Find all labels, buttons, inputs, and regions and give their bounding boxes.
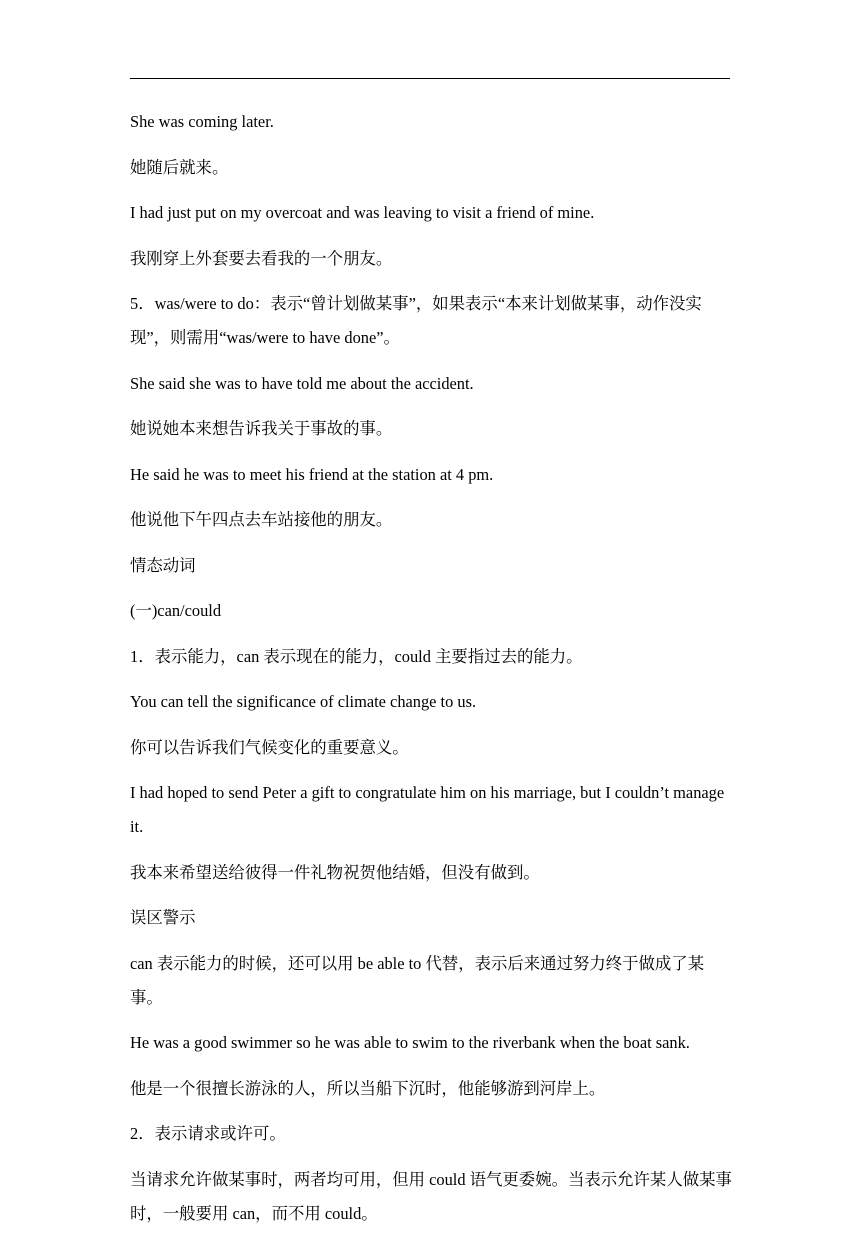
paragraph: 他是一个很擅长游泳的人，所以当船下沉时，他能够游到河岸上。 <box>130 1078 606 1098</box>
paragraph: 1．表示能力，can 表示现在的能力，could 主要指过去的能力。 <box>130 646 583 666</box>
paragraph: I had hoped to send Peter a gift to congratulate him on his marriage, but I couldn’t manage it. <box>130 783 725 836</box>
paragraph: I had just put on my overcoat and was leaving to visit a friend of mine. <box>130 203 595 222</box>
paragraph: 他说他下午四点去车站接他的朋友。 <box>130 510 393 529</box>
paragraph: 当请求允许做某事时，两者均可用，但用 could 语气更委婉。当表示允许某人做某事时，一般要用 can，而不用 could。 <box>130 1169 732 1223</box>
paragraph: She was coming later. <box>130 112 274 131</box>
paragraph: 你可以告诉我们气候变化的重要意义。 <box>130 737 409 757</box>
paragraph: He was a good swimmer so he was able to swim to the riverbank when the boat sank. <box>130 1033 690 1052</box>
subsection-heading: (一)can/could <box>130 601 222 620</box>
paragraph: 2．表示请求或许可。 <box>130 1124 286 1143</box>
paragraph: 她说她本来想告诉我关于事故的事。 <box>130 419 393 438</box>
paragraph: 我本来希望送给彼得一件礼物祝贺他结婚，但没有做到。 <box>130 862 540 882</box>
document-body <box>130 105 732 1242</box>
section-heading: 情态动词 <box>130 555 196 575</box>
paragraph: 5．was/were to do：表示“曾计划做某事”，如果表示“本来计划做某事，动作没实现”，则需用“was/were to have done”。 <box>130 294 702 347</box>
paragraph: 她随后就来。 <box>130 157 229 177</box>
paragraph: 我刚穿上外套要去看我的一个朋友。 <box>130 248 393 268</box>
paragraph: You can tell the significance of climate change to us. <box>130 692 477 711</box>
paragraph: He said he was to meet his friend at the station at 4 pm. <box>130 464 494 484</box>
paragraph: She said she was to have told me about the accident. <box>130 373 474 393</box>
header-rule <box>130 78 730 79</box>
note-heading: 误区警示 <box>130 908 196 927</box>
paragraph: can 表示能力的时候，还可以用 be able to 代替，表示后来通过努力终于做成了某事。 <box>130 953 705 1007</box>
